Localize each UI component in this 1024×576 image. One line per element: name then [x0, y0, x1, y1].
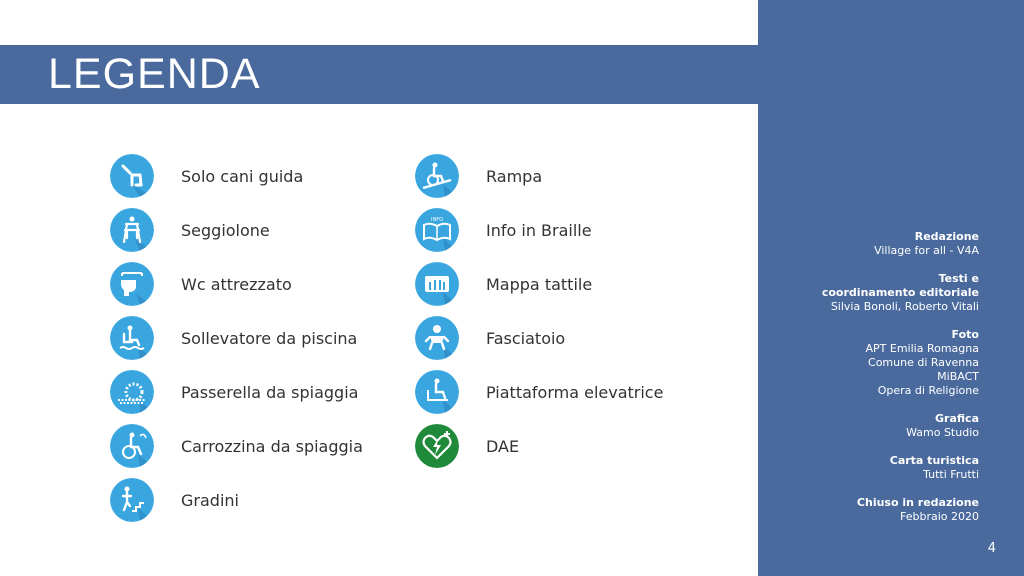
credit-heading: Grafica: [935, 412, 979, 425]
credit-line: Febbraio 2020: [900, 510, 979, 523]
credit-line: Silvia Bonoli, Roberto Vitali: [830, 300, 979, 313]
legend-label: Carrozzina da spiaggia: [181, 437, 363, 456]
credits-list: [779, 230, 979, 538]
credit-line: Comune di Ravenna: [868, 356, 979, 369]
legend-label: DAE: [486, 437, 520, 456]
legend-label: Mappa tattile: [486, 275, 593, 294]
lift-platform-icon: [415, 370, 459, 414]
beach-walkway-icon: [110, 370, 154, 414]
legend-item: [110, 258, 430, 312]
credit-heading-line: coordinamento editoriale: [821, 286, 979, 299]
legend-label: Rampa: [486, 167, 543, 186]
credit-heading: Carta turistica: [889, 454, 979, 467]
legend-label: Seggiolone: [181, 221, 270, 240]
credit-grafica: [779, 412, 979, 440]
legend-column-right: [415, 150, 735, 474]
legend-label: Solo cani guida: [181, 167, 304, 186]
beach-wheelchair-icon: [110, 424, 154, 468]
ramp-icon: [415, 154, 459, 198]
accessible-wc-icon: [110, 262, 154, 306]
credit-line: Tutti Frutti: [923, 468, 979, 481]
credit-carta: [779, 454, 979, 482]
credit-line: Opera di Religione: [877, 384, 979, 397]
credit-heading: Chiuso in redazione: [856, 496, 979, 509]
credit-heading: Redazione: [914, 230, 979, 243]
legend-item: [110, 366, 430, 420]
changing-table-icon: [415, 316, 459, 360]
legend-label: Passerella da spiaggia: [181, 383, 359, 402]
credit-line: Village for all - V4A: [874, 244, 979, 257]
legend-label: Fasciatoio: [486, 329, 566, 348]
steps-icon: [110, 478, 154, 522]
credit-line: Wamo Studio: [906, 426, 979, 439]
legend-item: [415, 258, 735, 312]
high-chair-icon: [110, 208, 154, 252]
tactile-map-icon: [415, 262, 459, 306]
pool-lift-icon: [110, 316, 154, 360]
legend-column-left: [110, 150, 430, 528]
legend-item: [110, 150, 430, 204]
legend-label: Info in Braille: [486, 221, 592, 240]
guide-dog-icon: [110, 154, 154, 198]
braille-info-icon-text: INFO: [430, 217, 444, 223]
credit-testi: [779, 272, 979, 314]
page-title: LEGENDA: [48, 50, 261, 98]
legend-label: Sollevatore da piscina: [181, 329, 358, 348]
legend-item: [110, 204, 430, 258]
credit-chiuso: [779, 496, 979, 524]
legend-label: Wc attrezzato: [181, 275, 292, 294]
legend-item: [110, 420, 430, 474]
legend-item: [110, 474, 430, 528]
credit-line: MiBACT: [937, 370, 979, 383]
legend-item: [415, 366, 735, 420]
credit-redazione: [779, 230, 979, 258]
legend-item: [415, 204, 735, 258]
title-band: [0, 45, 758, 104]
braille-info-icon: [415, 208, 459, 252]
legend-item: [415, 420, 735, 474]
legend-item: [415, 312, 735, 366]
legend-label: Gradini: [181, 491, 239, 510]
credit-heading-line: Testi e: [938, 272, 979, 285]
defibrillator-heart-icon: [415, 424, 459, 468]
legend-item: [415, 150, 735, 204]
legend-label: Piattaforma elevatrice: [486, 383, 664, 402]
credit-foto: [779, 328, 979, 398]
credits-sidebar: [758, 0, 1024, 576]
legend-item: [110, 312, 430, 366]
page-number: 4: [987, 541, 996, 556]
credit-heading: Foto: [951, 328, 979, 341]
credit-line: APT Emilia Romagna: [865, 342, 979, 355]
